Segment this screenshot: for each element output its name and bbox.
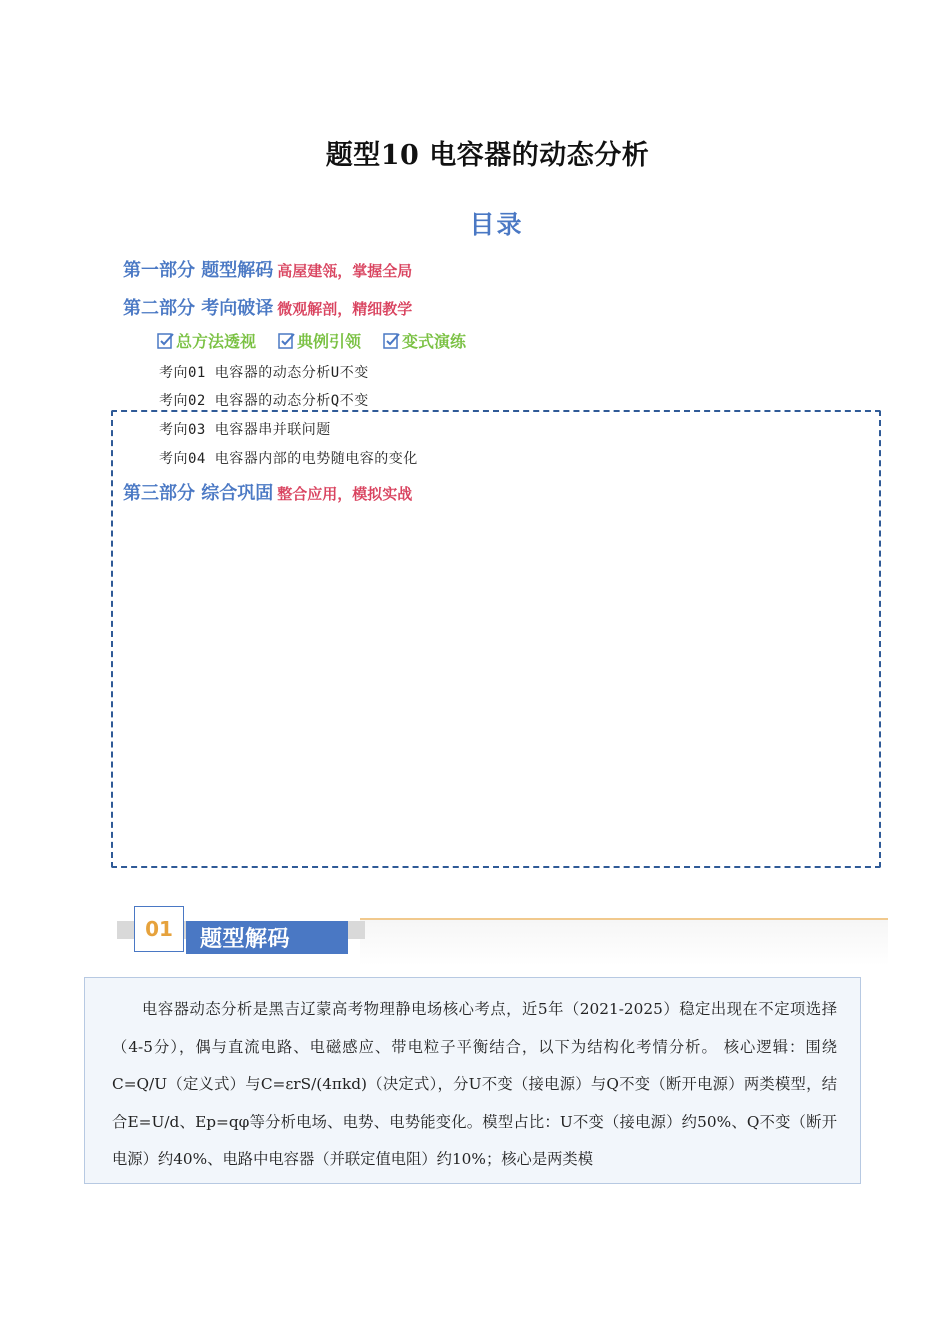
section-number: 01 xyxy=(134,906,184,952)
toc-part-2[interactable] xyxy=(123,294,412,320)
page-title: 题型10 电容器的动态分析 xyxy=(325,140,650,171)
toc-part-tag: 微观解剖，精细教学 xyxy=(277,300,413,318)
banner-rule xyxy=(360,918,888,920)
checkbox-icon xyxy=(157,332,175,350)
banner-shadow xyxy=(360,920,888,966)
toc-part-label: 第二部分 考向破译 xyxy=(123,298,274,319)
toc-kaoxiang-4[interactable]: 考向04 电容器内部的电势随电容的变化 xyxy=(159,451,418,467)
toc-part-3[interactable] xyxy=(123,479,412,505)
toc-part-1[interactable] xyxy=(123,256,412,282)
subnav-item-practice[interactable] xyxy=(383,329,466,352)
subnav-item-method[interactable] xyxy=(157,329,256,352)
subnav-label: 总方法透视 xyxy=(176,332,257,351)
toc-heading: 目录 xyxy=(469,210,524,239)
section-label: 题型解码 xyxy=(200,927,291,952)
subnav-label: 典例引领 xyxy=(297,332,362,351)
toc-kaoxiang-1[interactable]: 考向01 电容器的动态分析U不变 xyxy=(159,365,369,381)
toc-part-label: 第一部分 题型解码 xyxy=(123,260,274,281)
toc-part-tag: 整合应用，模拟实战 xyxy=(277,485,413,503)
toc-part-tag: 高屋建瓴，掌握全局 xyxy=(277,262,413,280)
subnav-item-example[interactable] xyxy=(278,329,361,352)
toc-part-label: 第三部分 综合巩固 xyxy=(123,483,274,504)
toc-subnav xyxy=(157,329,466,352)
checkbox-icon xyxy=(278,332,296,350)
subnav-label: 变式演练 xyxy=(402,332,467,351)
checkbox-icon xyxy=(383,332,401,350)
toc-kaoxiang-2[interactable]: 考向02 电容器的动态分析Q不变 xyxy=(159,393,369,409)
intro-paragraph: 电容器动态分析是黑吉辽蒙高考物理静电场核心考点，近5年（2021-2025）稳定出现在不定项选择（4-5分），偶与直流电路、电磁感应、带电粒子平衡结合，以下为结构化考情分析。 核心逻辑：围绕C=Q/U（定义式）与C=εrS/(4πkd)（决定式），分U不变（接电源）与Q不变（断开电源）两类模型，结合E=U/d、Ep=qφ等分析电场、电势、电势能变化。模型占比：U不变（接电源）约50%、Q不变（断开电源）约40%、电路中电容器（并联定值电阻）约10%；核心是两类模 xyxy=(112,1000,837,1168)
toc-kaoxiang-3[interactable]: 考向03 电容器串并联问题 xyxy=(159,422,331,438)
